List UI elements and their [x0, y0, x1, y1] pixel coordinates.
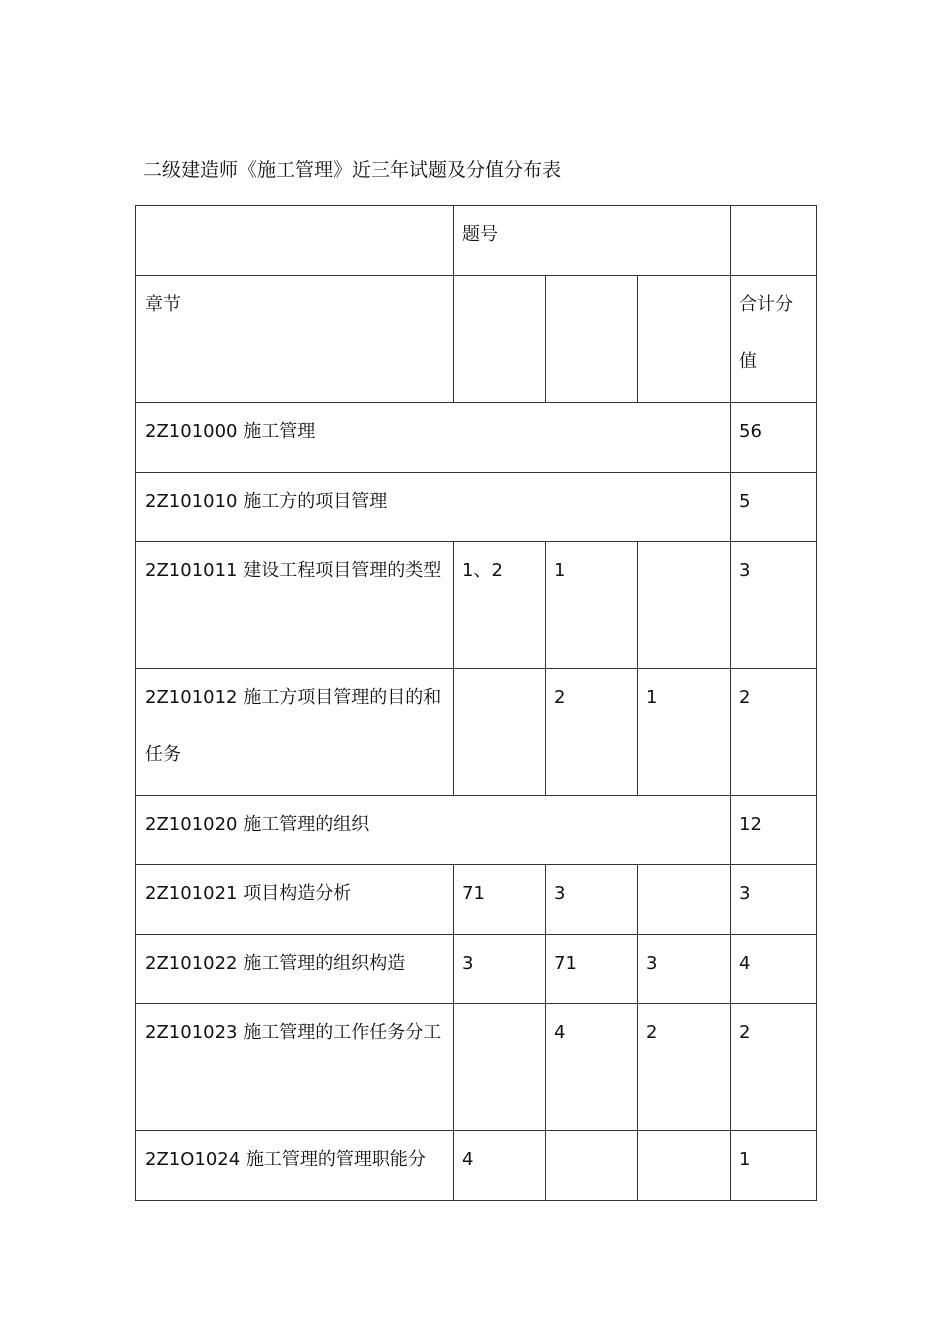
table-row — [136, 1131, 817, 1201]
q3-cell: 2 — [638, 1004, 731, 1131]
header-q1-cell — [454, 276, 546, 403]
header-total: 合计分值 — [731, 276, 817, 403]
table-row — [136, 473, 817, 542]
table-row — [136, 542, 817, 669]
total-cell: 3 — [731, 865, 817, 935]
q1-cell: 71 — [454, 865, 546, 935]
header-blank-cell — [136, 206, 454, 276]
q2-cell — [546, 1131, 638, 1201]
q1-cell: 3 — [454, 935, 546, 1004]
header-chapter: 章节 — [136, 276, 454, 403]
chapter-cell: 2Z101011 建设工程项目管理的类型 — [136, 542, 454, 669]
q2-cell: 71 — [546, 935, 638, 1004]
q3-cell: 3 — [638, 935, 731, 1004]
table-header-row-2 — [136, 276, 817, 403]
q2-cell: 1 — [546, 542, 638, 669]
header-q3-cell — [638, 276, 731, 403]
table-row — [136, 403, 817, 473]
q2-cell: 2 — [546, 669, 638, 796]
table-row — [136, 1004, 817, 1131]
q3-cell — [638, 865, 731, 935]
chapter-cell: 2Z101021 项目构造分析 — [136, 865, 454, 935]
table-row — [136, 796, 817, 865]
chapter-cell: 2Z101012 施工方项目管理的目的和任务 — [136, 669, 454, 796]
chapter-cell: 2Z101023 施工管理的工作任务分工 — [136, 1004, 454, 1131]
total-cell: 12 — [731, 796, 817, 865]
q1-cell: 4 — [454, 1131, 546, 1201]
header-q2-cell — [546, 276, 638, 403]
total-cell: 5 — [731, 473, 817, 542]
q1-cell: 1、2 — [454, 542, 546, 669]
chapter-cell: 2Z1O1024 施工管理的管理职能分 — [136, 1131, 454, 1201]
chapter-cell: 2Z101020 施工管理的组织 — [136, 796, 731, 865]
q1-cell — [454, 669, 546, 796]
q2-cell: 3 — [546, 865, 638, 935]
chapter-cell: 2Z101010 施工方的项目管理 — [136, 473, 731, 542]
q3-cell: 1 — [638, 669, 731, 796]
total-cell: 56 — [731, 403, 817, 473]
header-blank-cell — [731, 206, 817, 276]
q1-cell — [454, 1004, 546, 1131]
q3-cell — [638, 1131, 731, 1201]
total-cell: 4 — [731, 935, 817, 1004]
page-title: 二级建造师《施工管理》近三年试题及分值分布表 — [143, 159, 562, 181]
score-distribution-table — [135, 205, 817, 1201]
total-cell: 2 — [731, 669, 817, 796]
chapter-cell: 2Z101000 施工管理 — [136, 403, 731, 473]
table-row — [136, 865, 817, 935]
table-row — [136, 935, 817, 1004]
chapter-cell: 2Z101022 施工管理的组织构造 — [136, 935, 454, 1004]
q2-cell: 4 — [546, 1004, 638, 1131]
header-question-no: 题号 — [454, 206, 731, 276]
q3-cell — [638, 542, 731, 669]
total-cell: 2 — [731, 1004, 817, 1131]
total-cell: 1 — [731, 1131, 817, 1201]
table-header-row-1 — [136, 206, 817, 276]
table-row — [136, 669, 817, 796]
total-cell: 3 — [731, 542, 817, 669]
